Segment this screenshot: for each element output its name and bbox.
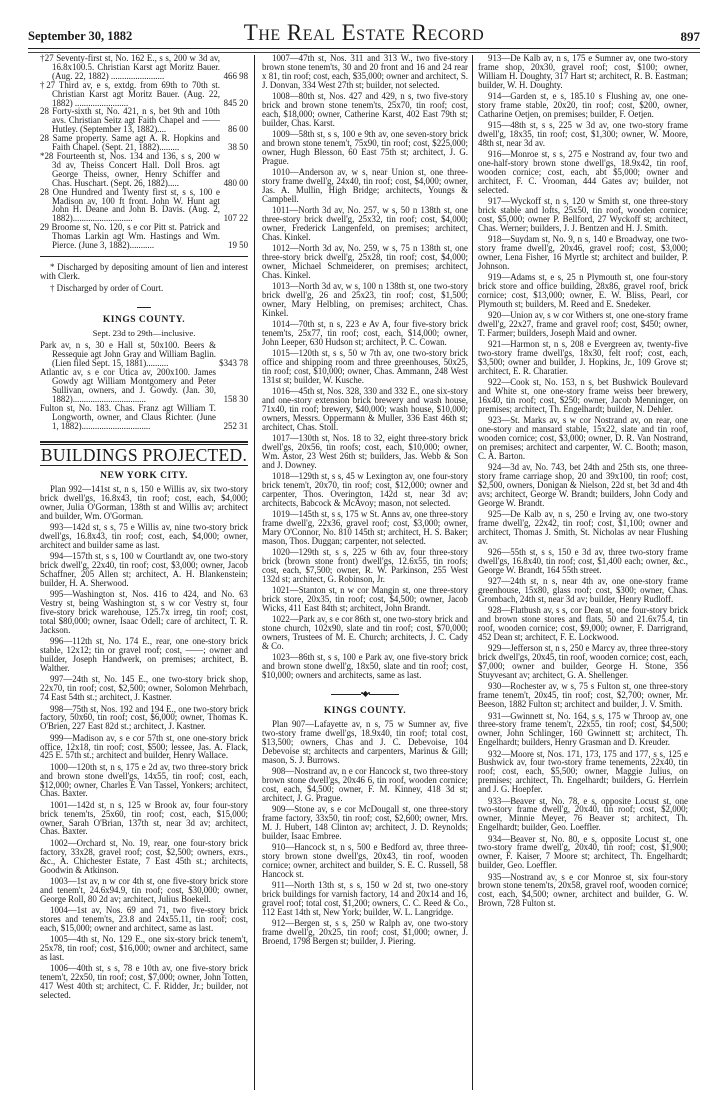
lien-amount: $343 78	[219, 358, 248, 369]
plan-entry: 909—Stone av, s e cor McDougall st, one three-story frame factory, 33x50, tin roof; cost, $2,600; owner, Mrs. M. J. Hubert, 148 Clinton av; architect, J. D. Reynolds; builder, Isaac Embree.	[262, 803, 468, 841]
lien-amount: 158 30	[223, 393, 248, 404]
plan-entry: 915—48th st, s s, 225 w 3d av, one two-story frame dwell'g, 18x35, tin roof; cost, $1,300; owner, W. Moore, 48th st, near 3d av.	[478, 120, 688, 148]
plan-entry: 933—Beaver st, No. 78, e s, opposite Locust st, one two-story frame dwell'g, 20x40, tin roof; cost, $2,000; owner, Minnie Meyer, 76 Beaver st; architect, Th. Engelhardt; builder, Geo. Loeffler.	[478, 795, 688, 833]
plan-entry: 928—Flatbush av, s s, cor Dean st, one four-story brick and brown stone stores and flats, 50 and 21.6x75.4, tin roof, wooden cornice; cost, $9,000; owner, F. Darrigrand, 452 Dean st; architect, F. E. Lockwood.	[478, 605, 688, 643]
lien-amount: 107 22	[223, 213, 248, 224]
lien-entry: 28 One Hundred and Twenty first st, s s, 100 e Madison av, 100 ft front. John W. Hunt agt John H. Deane and John B. Davis. (Aug. 2, 1882)........................... 107 22	[40, 186, 248, 224]
section-rule	[40, 465, 248, 466]
plan-entry: 934—Beaver st, No. 80, e s, opposite Locust st, one two-story frame dwell'g, 20x40, tin roof; cost, $1,900; owner, F. Kaiser, 7 Moore st; architect, Th. Engelhardt; builder, Geo. Loeffler.	[478, 833, 688, 871]
plan-entry: 1001—142d st, n s, 125 w Brook av, four four-story brick tenem'ts, 25x60, tin roof; cost, each, $15,000; owner, Sarah O'Brian, 137th st, near 3d av; architect, Chas. Baxter.	[40, 799, 248, 837]
plan-entry: 908—Nostrand av, n e cor Hancock st, two three-story brown stone dwell'gs, 20x46 6, tin roof, wooden cornice; cost, each, $4,500; owner, F. M. Kinney, 418 3d st; architect, J. G. Prague.	[262, 765, 468, 803]
plan-entry: 916—Monroe st, s s, 275 e Nostrand av, four two and one-half-story brown stone dwell'gs, 18.9x42, tin roof, wooden cornice; cost, each, abt $5,000; owner and architect, F. C. Vrooman, 444 Gates av; builder, not selected.	[478, 149, 688, 195]
plan-entry: 998—75th st, Nos. 192 and 194 E., one two-story brick factory, 50x60, tin roof; cost, $6,000; owner, Thomas K. O'Brien, 227 East 82d st.; architect, J. Kastner.	[40, 703, 248, 732]
plan-entry: 914—Garden st, e s, 185.10 s Flushing av, one one-story frame stable, 20x20, tin roof; cost, $200, owner, Catharine Oetjen, on premises; builder, F. Oetjen.	[478, 91, 688, 119]
plan-entry: 924—3d av, No. 743, bet 24th and 25th sts, one three-story frame carriage shop, 20 and 39x100, tin roof; cost, $2,500, owners, Donigan & Nielson, 22d st, bet 3d and 4th avs; architect, George W. Brandt; builders, John Cody and George W. Brandt.	[478, 462, 688, 508]
plan-entry: 1008—80th st, Nos. 427 and 429, n s, two five-story brick and brown stone tenem'ts, 25x70, tin roof; cost, each, $18,000; owner, Catherine Karst, 402 East 79th st; builder, Chas. Karst.	[262, 91, 468, 128]
plan-entry: 921—Harmon st, n s, 208 e Evergreen av, twenty-five two-story frame dwell'gs, 18x30, felt roof; cost, each, $3,500; owner and builder, J. Hopkins, Jr., 109 Grove st; architect, E. R. Charatier.	[478, 339, 688, 377]
plan-entry: 1018—129th st, s s, 45 w Lexington av, one four-story brick tenem't, 20x70, tin roof; cost, $12,000; owner and carpenter, Thos. Overington, 142d st, near 3d av; architects, Babcock & McAvoy; mason, not selected.	[262, 471, 468, 508]
lien-entry: 28 Forty-sixth st, No. 421, n s, bet 9th and 10th avs. Christian Seitz agt Faith Chapel and —— Hutley. (September 13, 1882).... 86 00	[40, 106, 248, 135]
plan-entry: 994—157th st, s s, 100 w Courtlandt av, one two-story brick dwell'g, 22x40, tin roof; cost, $3,000; owner, Jacob Schaffner, 205 Allen st; architect, A. H. Blankenstein; builder, H. A. Sherwood.	[40, 551, 248, 589]
plan-entry: 912—Bergen st, s s, 250 w Ralph av, one two-story frame dwell'g, 20x25, tin roof; cost, $1,000; owner, J. Broend, 1798 Bergen st; builder, J. Piering.	[262, 917, 468, 946]
kings-plan-list	[262, 720, 468, 946]
plan-entry: 910—Hancock st, n s, 500 e Bedford av, three three-story brown stone dwell'gs, 20x43, tin roof, wooden cornice; owner, architect and builder, S. E. C. Russell, 58 Hancock st.	[262, 841, 468, 879]
plan-entry: 1000—120th st, n s, 175 e 2d av, two three-story brick and brown stone dwell'gs, 14x55, tin roof; cost, each, $12,000; owner, Charles E Van Tassel, Yonkers; architect, Chas. Baxter.	[40, 761, 248, 799]
plan-entry: 925—De Kalb av, n s, 250 e Irving av, one two-story frame dwell'g, 22x42, tin roof; cost, $1,100; owner and architect, Thomas J. Smith, St. Nicholas av near Flushing av.	[478, 509, 688, 546]
masthead	[28, 18, 700, 46]
plan-entry: 1011—North 3d av, No. 257, w s, 50 n 138th st, one three-story brick dwell'g, 25x32, tin roof; cost, $4,000; owner, Frederick Langenfeld, on premises; architect, Chas. Kinkel.	[262, 205, 468, 242]
plan-entry: 1014—70th st, n s, 223 e Av A, four five-story brick tenem'ts, 25x77, tin roof; cost, each, $14,000; owner, John Leeper, 630 Hudson st; architect, P. C. Cowan.	[262, 319, 468, 347]
lien-amount: 86 00	[228, 124, 248, 135]
plan-entry: 922—Cook st, No. 153, n s, bet Bushwick Boulevard and White st, one one-story frame weiss beer brewery, 16x40, tin roof; cost, $250; owner, Jacob Menninger, on premises; architect, Th. Engelhardt; builder, N. Dehler.	[478, 377, 688, 415]
plan-entry: 1022—Park av, s e cor 86th st, one two-story brick and stone church, 102x90, slate and tin roof; cost, $70,000; owners, Trustees of M. E. Church; architects, J. C. Cady & Co.	[262, 614, 468, 652]
lien-entry: Fulton st, No. 183. Chas. Franz agt William T. Longworth, owner, and Claus Richter. (June 1, 1882)............................... 252 31	[40, 402, 248, 431]
plan-entry: 919—Adams st, e s, 25 n Plymouth st, one four-story brick store and office building, 28x86, gravel roof, brick cornice; cost, $13,000; owner, E. W. Bliss, Pearl, cor Plymouth st; builders, M. Reed and E. Snedeker.	[478, 272, 688, 309]
plan-entry: 996—112th st, No. 174 E., rear, one one-story brick stable, 12x12; tin or gravel roof; cost, ——; owner and builder, Joseph Handwerk, on premises; architect, B. Walther.	[40, 636, 248, 674]
column-divider-2	[472, 55, 473, 1090]
plan-entry: 1023—86th st, s s, 100 e Park av, one five-story brick and brown stone dwell'g, 18x50, slate and tin roof; cost, $10,000; owners and architects, same as last.	[262, 652, 468, 681]
kings-plan-list-continued	[478, 54, 688, 908]
plan-entry: 993—142d st, s s, 75 e Willis av, nine two-story brick dwell'gs, 16.8x43, tin roof; cost, each, $4,000; owner, architect and builder same as last.	[40, 522, 248, 551]
plan-entry: 1003—1st av, n w cor 4th st, one five-story brick store and tenem't, 24.6x94.9, tin roof; cost, $30,000; owner, George Roll, 80 2d av; architect, Julius Boekell.	[40, 875, 248, 904]
section-heading-kings-county: KINGS COUNTY.	[323, 705, 407, 716]
plan-entry: 1020—129th st, s s, 225 w 6th av, four three-story brick (brown stone front) dwell'gs, 12.6x55, tin roofs; cost, each, $7,500; owner, R. W. Parkinson, 255 West 132d st; architect, G. Robinson, Jr.	[262, 547, 468, 584]
building-plan-list	[40, 485, 248, 999]
section-heading-new-york-city: NEW YORK CITY.	[100, 471, 188, 482]
plan-entry: 911—North 13th st, s s, 150 w 2d st, two one-story brick buildings for varnish factory, 14 and 20x14 and 16, gravel roof; total cost, $1,200; owners, C. C. Reed & Co., 112 East 14th st, New York; builder, W. L. Langridge.	[262, 879, 468, 917]
ornamental-divider: •◆•	[262, 690, 468, 699]
plan-entry: 920—Union av, s w cor Withers st, one one-story frame dwell'g, 22x27, frame and gravel roof; cost, $450; owner, T. Farmer; builders, Joseph Maid and owner.	[478, 310, 688, 339]
lien-amount: 480 00	[223, 177, 248, 188]
middle-column	[262, 54, 468, 948]
lien-entry: †27 Third av, e s, extdg. from 69th to 70th st. Christian Karst agt Moritz Bauer. (Aug. 22, 1882) ........................ 845 20	[40, 79, 248, 108]
plan-entry: 1010—Anderson av, w s, near Union st, one three-story frame dwell'g, 24x40, tin roof; cost, $4,000; owner, Jas. A. Mullin, High Bridge; architects, Youngs & Campbell.	[262, 167, 468, 204]
section-heading-kings-county-liens: KINGS COUNTY.	[102, 314, 186, 325]
page-number: 897	[680, 29, 700, 44]
section-rule	[40, 441, 248, 445]
right-column	[478, 54, 688, 911]
plan-entry: 917—Wyckoff st, n s, 120 w Smith st, one three-story brick stable and lofts, 25x50, tin roof, wooden cornice; cost, $5,000; owner P. Bellford, 27 Wyckoff st; architect, Chas. Werner; builders, J. J. Bentzen and H. J. Smith.	[478, 196, 688, 233]
plan-entry: 1013—North 3d av, w s, 100 n 138th st, one two-story brick dwell'g, 26 and 25x23, tin roof; cost, $1,500; owner, Mary Helbling, on premises; architect, Chas. Kinkel.	[262, 281, 468, 318]
lien-amount: 19 50	[228, 240, 248, 251]
plan-entry: 931—Gwinnett st, No. 164, s s, 175 w Throop av, one three-story frame tenem't, 22x55, tin roof; cost, $4,500; owner, John Schlinger, 160 Gwinnett st; architect, Th. Engelhardt; builders, Henry Grasman and D. Kreuder.	[478, 710, 688, 748]
lien-amount: 252 31	[223, 420, 248, 431]
plan-entry: 1017—130th st, Nos. 18 to 32, eight three-story brick dwell'gs, 20x56, tin roofs; cost, each, $10,000; owner, Wm. Astor, 23 West 26th st; builders, Jas. Webb & Son and J. Downey.	[262, 433, 468, 470]
plan-entry: 1012—North 3d av, No. 259, w s, 75 n 138th st, one three-story brick dwell'g, 25x28, tin roof; cost, $4,000; owner, Michael Schmeiderer, on premises; architect, Chas. Kinkel.	[262, 243, 468, 280]
plan-entry: 997—24th st, No. 145 E., one two-story brick shop, 22x70, tin roof; cost, $2,500; owner, Solomon Mehrbach, 74 East 54th st.; architect, J. Kastner.	[40, 674, 248, 703]
lien-entry: †27 Seventy-first st, No. 162 E., s s, 200 w 3d av, 16.8x100.5. Christian Karst agt Moritz Bauer. (Aug. 22, 1882) ........................ 466 98	[40, 53, 248, 81]
lien-entry: *28 Fourteenth st, Nos. 134 and 136, s s, 200 w 3d av, Theiss Concert Hall. Doll Bros. agt George Theiss, owner, Henry Schiffer and Chas. Huschart. (Sept. 26, 1882)..... 480 00	[40, 150, 248, 188]
publication-title: The Real Estate Record	[243, 20, 485, 45]
plan-entry: 923—St. Marks av, s w cor Nostrand av, on rear, one one-story and mansard stable, 15x22, slate and tin roof, wooden cornice; cost, $3,000; owner, D. R. Van Nostrand, on premises; architect and carpenter, W. C. Booth; mason, C. A. Barton.	[478, 415, 688, 461]
column-divider-1	[254, 55, 255, 1090]
issue-date: September 30, 1882	[28, 29, 133, 43]
plan-entry: 1007—47th st, Nos. 311 and 313 W., two five-story brown stone tenem'ts, 30 and 20 front and 16 and 24 rear x 81, tin roof; cost, each, $35,000; owner and architect, S. J. Donvan, 334 West 27th st; builder, not selected.	[262, 53, 468, 90]
plan-entry: 927—24th st, n s, near 4th av, one one-story frame greenhouse, 15x80, glass roof; cost, $300; owner, Chas. Grombach, 24th st, near 3d av; builder, Henry Rudloff.	[478, 576, 688, 605]
lien-entry: Park av, n s, 30 e Hall st, 50x100. Beers & Ressequie agt John Gray and William Baglin. (Lien filed Sept. 15, 1881).......... $343 78	[40, 340, 248, 369]
plan-entry: 929—Jefferson st, n s, 250 e Marcy av, three three-story brick dwell'gs, 20x45, tin roof, wooden cornice; cost, each, $7,000; owner and builder, George H. Stone, 356 Stuyvesant av; architect, G. A. Shellenger.	[478, 643, 688, 681]
plan-entry: 1016—45th st, Nos. 328, 330 and 332 E., one six-story and one-story extension brick brewery and wash house, 71x40, tin roof; brewery, $40,000; wash house, $10,000; owners, Messrs. Oppermann & Muller, 336 East 46th st; architect, Chas. Stoll.	[262, 386, 468, 432]
left-column	[40, 54, 248, 1002]
date-range: Sept. 23d to 29th—inclusive.	[92, 327, 196, 338]
plan-entry: 1021—Stanton st, n w cor Mangin st, one three-story brick store, 20x35, tin roof; cost, $4,500; owner, Jacob Wicks, 411 East 84th st; architect, John Brandt.	[262, 585, 468, 614]
lien-entry: Atlantic av, s e cor Utica av, 200x100. James Gowdy agt William Montgomery and Peter Sullivan, owners, and J. Gowdy. (Jan. 30, 1882)................................. 158 30	[40, 367, 248, 404]
buildings-projected-heading: BUILDINGS PROJECTED.	[40, 444, 248, 465]
plan-entry: 1006—40th st, s s, 78 e 10th av, one five-story brick tenem't, 22x50, tin roof; cost, $7,000; owner, John Totten, 417 West 40th st; architect, C. F. Ridder, Jr.; builder, not selected.	[40, 963, 248, 1000]
short-divider	[137, 307, 151, 308]
plan-entry: 932—Moore st, Nos. 171, 173, 175 and 177, s s, 125 e Bushwick av, four two-story frame tenements, 22x40, tin roof; cost, each, $5,500; owner, Maggie Julius, on premises; architect, Th. Engelhardt; builders, G. Herrlein and J. G. Hoepfer.	[478, 748, 688, 795]
footnote: * Discharged by depositing amount of lien and interest with Clerk.	[40, 261, 248, 281]
plan-entry: 999—Madison av, s e cor 57th st, one one-story brick office, 12x18, tin roof; cost, $500; lessee, Jas. A. Flack, 425 E. 57th st.; architect and builder, Henry Wallace.	[40, 732, 248, 761]
plan-entry: 930—Rochester av, w s, 75 s Fulton st, one three-story frame tenem't, 20x45, tin roof; cost, $2,700; owner, Mr. Beeson, 1882 Fulton st; architect and builder, J. V. Smith.	[478, 681, 688, 710]
plan-entry: 926—55th st, s s, 150 e 3d av, three two-story frame dwell'gs, 16.8x40, tin roof; cost, $1,400 each; owner, &c., George W. Brandt, 164 55th street.	[478, 547, 688, 576]
plan-entry: 1004—1st av, Nos. 69 and 71, two five-story brick stores and tenem'ts, 23.8 and 24x55.11, tin roof; cost, each, $15,000; owner and architect, same as last.	[40, 904, 248, 933]
lien-entry: 28 Same property. Same agt A. R. Hopkins and Faith Chapel. (Sept. 21, 1882)......... 38 50	[40, 133, 248, 153]
plan-entry: 1019—145th st, s s, 175 w St. Anns av, one three-story frame dwell'g, 22x36, gravel roof; cost, $3,000; owner, Mary O'Connor, No. 810 145th st; architect, H. S. Baker; mason, Thos. Duggan; carpenter, not selected.	[262, 509, 468, 546]
plan-entry: 913—De Kalb av, n s, 175 e Sumner av, one two-story frame shop, 20x30, gravel roof; cost, $100; owner, William H. Doughty, 317 Hart st; architect, R. B. Eastman; builder, W. H. Doughty.	[478, 53, 688, 90]
lien-amount: 845 20	[223, 97, 248, 108]
lien-list	[40, 54, 248, 250]
plan-entry: 1005—4th st, No. 129 E., one six-story brick tenem't, 25x78, tin roof; cost, $16,000; owner and architect, same as last.	[40, 934, 248, 962]
lien-entry: 29 Broome st, No. 120, s e cor Pitt st. Patrick and Thomas Larkin agt Wm. Hastings and Wm. Pierce. (June 3, 1882)........... 19 50	[40, 222, 248, 251]
plan-entry: 918—Suydam st, No. 9, n s, 140 e Broadway, one two-story frame dwell'g, 20x46, gravel roof; cost, $3,000; owner, Lena Fisher, 16 Myrtle st; architect and builder, P. Johnson.	[478, 234, 688, 271]
footnote: † Discharged by order of Court.	[50, 282, 164, 293]
lien-amount: 38 50	[228, 142, 248, 153]
building-plan-list	[262, 54, 468, 680]
plan-entry: Plan 907—Lafayette av, n s, 75 w Sumner av, five two-story frame dwell'gs, 18.9x40, tin roof; total cost, $13,500; owners, Chas and J. C. Debevoise, 104 Debevoise st; architects and carpenters, Marinus & Gill; mason, S. J. Burrows.	[262, 718, 468, 765]
plan-entry: Plan 992—141st st, n s, 150 e Willis av, six two-story brick dwell'gs, 16.8x43, tin roof; cost, each, $4,000; owner, Julia O'Gorman, 138th st and Willis av; architect and builder, Wm. O'Gorman.	[40, 484, 248, 522]
kings-lien-list	[40, 341, 248, 430]
plan-entry: 1002—Orchard st, No. 19, rear, one four-story brick factory, 33x28, gravel roof; cost, $2,500; owners, exrs., &c., A. Chichester Estate, 7 East 45th st.; architects, Goodwin & Atkinson.	[40, 837, 248, 875]
plan-entry: 1009—58th st, s s, 100 e 9th av, one seven-story brick and brown stone tenem't, 75x90, tin roof; cost, $225,000; owner, Hugh Blesson, 60 East 75th st; architect, J. G. Prague.	[262, 129, 468, 166]
lien-amount: 466 98	[223, 70, 248, 81]
plan-entry: 995—Washington st, Nos. 416 to 424, and No. 63 Vestry st, being Washington st, s w cor Vestry st, four five-story brick warehouse, 125.7x irreg, tin roof; cost, total $80,000; owner, Isaac Odell; care of architect, T. R. Jackson.	[40, 589, 248, 636]
plan-entry: 1015—120th st, s s, 50 w 7th av, one two-story brick office and shipping room and three greenhouses, 50x25, tin roof; cost, $10,000; owner, Chas. Ammann, 248 West 131st st; builder, W. Kusche.	[262, 348, 468, 385]
plan-entry: 935—Nostrand av, s e cor Monroe st, six four-story brown stone tenem'ts, 20x58, gravel roof, wooden cornice; cost, each, $4,500; owner, architect and builder, G. W. Brown, 728 Fulton st.	[478, 871, 688, 909]
section-rule	[40, 256, 248, 257]
